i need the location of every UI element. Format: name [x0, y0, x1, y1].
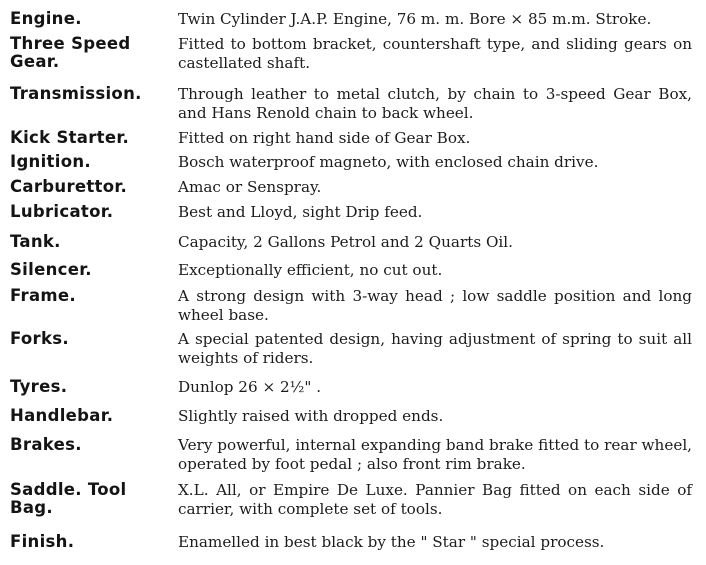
spec-value: X.L. All, or Empire De Luxe. Pannier Bag fitted on each side of carrier, with complete set of tools.: [178, 481, 692, 518]
spec-value: Exceptionally efficient, no cut out.: [178, 261, 443, 279]
spec-value: Fitted to bottom bracket, countershaft type, and sliding gears on castellated shaft.: [178, 35, 692, 72]
spec-value: Amac or Senspray.: [178, 178, 322, 196]
spec-label: Tyres.: [10, 377, 68, 396]
spec-value: Very powerful, internal expanding band brake fitted to rear wheel, operated by foot pedal ; also front rim brake.: [178, 436, 692, 473]
spec-label: Silencer.: [10, 260, 92, 279]
spec-value: Fitted on right hand side of Gear Box.: [178, 129, 471, 147]
spec-label: Frame.: [10, 286, 76, 305]
spec-value: Bosch waterproof magneto, with enclosed chain drive.: [178, 153, 599, 171]
spec-label: Lubricator.: [10, 202, 114, 221]
spec-label: Saddle. Tool Bag.: [10, 480, 127, 517]
spec-value: A special patented design, having adjustment of spring to suit all weights of riders.: [178, 330, 692, 367]
spec-value: Dunlop 26 × 2½" .: [178, 378, 322, 396]
spec-label: Tank.: [10, 232, 61, 251]
spec-label: Kick Starter.: [10, 128, 130, 147]
spec-value: Twin Cylinder J.A.P. Engine, 76 m. m. Bore × 85 m.m. Stroke.: [178, 10, 652, 28]
spec-label: Finish.: [10, 532, 75, 551]
spec-label: Three Speed Gear.: [10, 34, 131, 71]
spec-label: Carburettor.: [10, 177, 128, 196]
spec-value: Enamelled in best black by the " Star " special process.: [178, 533, 605, 551]
spec-label: Engine.: [10, 9, 82, 28]
spec-label: Handlebar.: [10, 406, 114, 425]
spec-label: Ignition.: [10, 152, 91, 171]
spec-label: Brakes.: [10, 435, 82, 454]
spec-value: Best and Lloyd, sight Drip feed.: [178, 203, 423, 221]
spec-value: A strong design with 3-way head ; low saddle position and long wheel base.: [178, 287, 692, 324]
spec-value: Capacity, 2 Gallons Petrol and 2 Quarts Oil.: [178, 233, 513, 251]
spec-value: Slightly raised with dropped ends.: [178, 407, 444, 425]
spec-label: Transmission.: [10, 84, 142, 103]
spec-label: Forks.: [10, 329, 69, 348]
spec-value: Through leather to metal clutch, by chain to 3-speed Gear Box, and Hans Renold chain to back wheel.: [178, 85, 692, 122]
